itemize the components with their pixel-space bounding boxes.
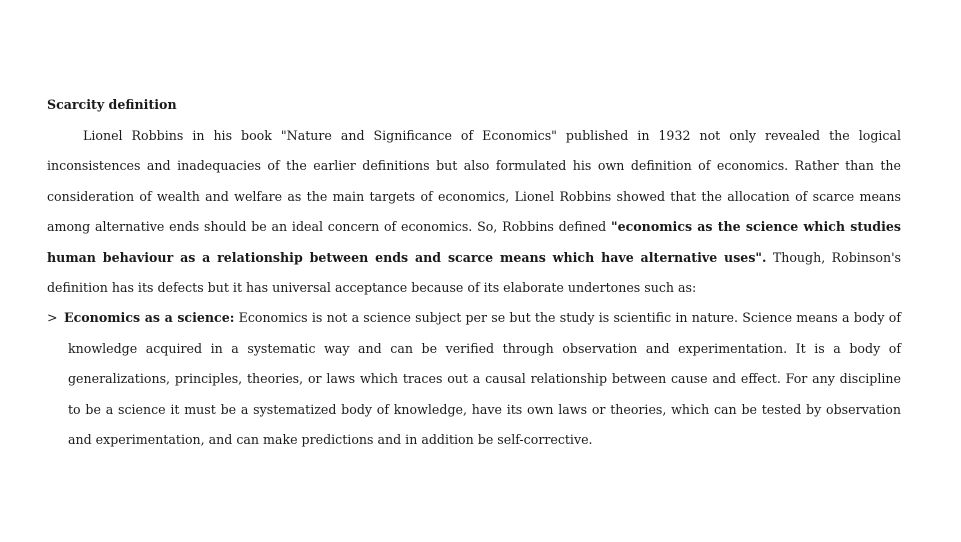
paragraph-text-before: Lionel Robbins in his book "Nature and Significance of Economics" published in 1932 not only revealed the logical inconsistences and inadequacies of the earlier definitions but also formulated his own definition of economics. Rather than the consideration of wealth and welfare as the main targets of economics, Lionel Robbins showed that the allocation of scarce means among alternative ends should be an ideal concern of economics. So, Robbins defined xyxy=(47,128,901,235)
document-page xyxy=(47,95,901,455)
section-heading: Scarcity definition xyxy=(47,97,177,112)
paragraph-text-after: Though, Robinson's definition has its defects but it has universal acceptance because of its elaborate undertones such as: xyxy=(47,249,902,296)
bullet-marker: > xyxy=(47,310,58,326)
bullet-text: Economics is not a science subject per se but the study is scientific in nature. Science means a body of knowledge acquired in a systematic way and can be verified through observation and experimentation. It is a body of generalizations, principles, theories, or laws which traces out a causal relationship between cause and effect. For any discipline to be a science it must be a systematized body of knowledge, have its own laws or theories, which can be tested by observation and experimentation, and can make predictions and in addition be self-corrective. xyxy=(68,310,901,448)
robbins-paragraph xyxy=(47,121,901,303)
bullet-economics-as-science xyxy=(47,303,901,455)
robbins-definition-quote: "economics as the science which studies human behaviour as a relationship between ends and scarce means which have alternative uses". xyxy=(47,219,901,265)
bullet-label: Economics as a science: xyxy=(64,310,235,326)
